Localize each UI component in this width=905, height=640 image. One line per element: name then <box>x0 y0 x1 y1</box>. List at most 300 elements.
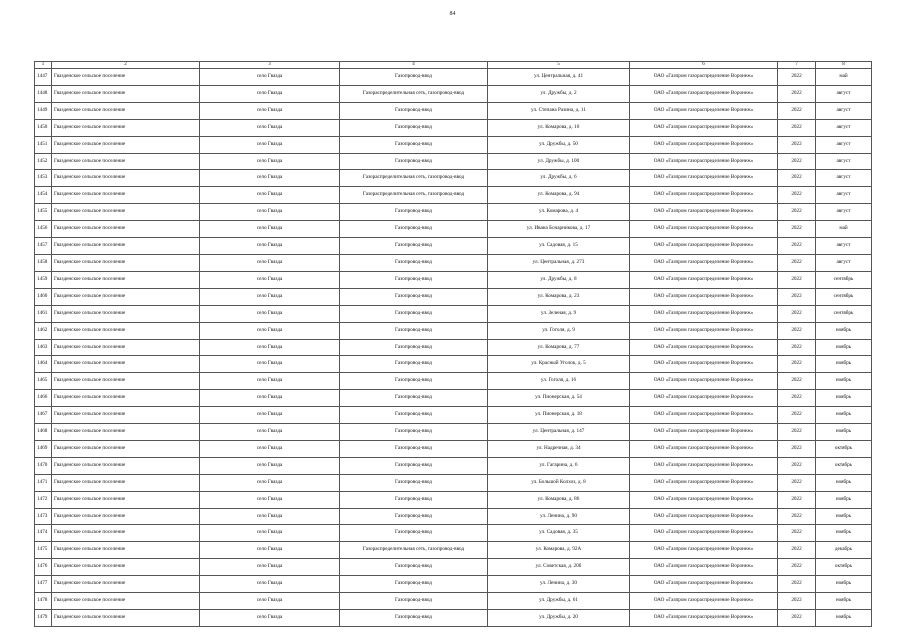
organization-cell: ОАО «Газпром газораспределение Воронеж» <box>630 474 778 491</box>
address-cell: ул. Центральная, д. 41 <box>488 69 630 86</box>
row-number-cell: 1463 <box>35 339 52 356</box>
locality-cell: село Гвазда <box>200 491 340 508</box>
organization-cell: ОАО «Газпром газораспределение Воронеж» <box>630 288 778 305</box>
locality-cell: село Гвазда <box>200 576 340 593</box>
year-cell: 2022 <box>778 204 816 221</box>
object-type-cell: Газораспределительная сеть, газопровод-ввод <box>340 187 488 204</box>
month-cell: ноябрь <box>816 407 872 424</box>
organization-cell: ОАО «Газпром газораспределение Воронеж» <box>630 322 778 339</box>
object-type-cell: Газопровод-ввод <box>340 254 488 271</box>
settlement-cell: Гвазденское сельское поселение <box>52 238 200 255</box>
month-cell: ноябрь <box>816 373 872 390</box>
object-type-cell: Газопровод-ввод <box>340 525 488 542</box>
object-type-cell: Газопровод-ввод <box>340 390 488 407</box>
locality-cell: село Гвазда <box>200 85 340 102</box>
year-cell: 2022 <box>778 102 816 119</box>
organization-cell: ОАО «Газпром газораспределение Воронеж» <box>630 305 778 322</box>
year-cell: 2022 <box>778 271 816 288</box>
table-row <box>35 559 872 576</box>
row-number-cell: 1455 <box>35 204 52 221</box>
settlement-cell: Гвазденское сельское поселение <box>52 424 200 441</box>
settlement-cell: Гвазденское сельское поселение <box>52 508 200 525</box>
locality-cell: село Гвазда <box>200 356 340 373</box>
organization-cell: ОАО «Газпром газораспределение Воронеж» <box>630 254 778 271</box>
address-cell: ул. Надречная, д. 34 <box>488 440 630 457</box>
organization-cell: ОАО «Газпром газораспределение Воронеж» <box>630 187 778 204</box>
locality-cell: село Гвазда <box>200 136 340 153</box>
year-cell: 2022 <box>778 136 816 153</box>
month-cell: август <box>816 136 872 153</box>
organization-cell: ОАО «Газпром газораспределение Воронеж» <box>630 85 778 102</box>
address-cell: ул. Пионерская, д. 54 <box>488 390 630 407</box>
year-cell: 2022 <box>778 457 816 474</box>
row-number-cell: 1465 <box>35 373 52 390</box>
organization-cell: ОАО «Газпром газораспределение Воронеж» <box>630 525 778 542</box>
locality-cell: село Гвазда <box>200 593 340 610</box>
row-number-cell: 1468 <box>35 424 52 441</box>
object-type-cell: Газопровод-ввод <box>340 288 488 305</box>
locality-cell: село Гвазда <box>200 322 340 339</box>
object-type-cell: Газопровод-ввод <box>340 221 488 238</box>
column-number-header-row <box>35 62 872 69</box>
year-cell: 2022 <box>778 170 816 187</box>
year-cell: 2022 <box>778 119 816 136</box>
month-cell: август <box>816 254 872 271</box>
year-cell: 2022 <box>778 474 816 491</box>
settlement-cell: Гвазденское сельское поселение <box>52 254 200 271</box>
row-number-cell: 1456 <box>35 221 52 238</box>
address-cell: ул. Пионерская, д. 18 <box>488 407 630 424</box>
address-cell: ул. Дружбы, д. 100 <box>488 153 630 170</box>
month-cell: август <box>816 102 872 119</box>
table-row <box>35 525 872 542</box>
object-type-cell: Газопровод-ввод <box>340 69 488 86</box>
address-cell: ул. Комарова, д. 77 <box>488 339 630 356</box>
row-number-cell: 1469 <box>35 440 52 457</box>
address-cell: ул. Красный Уголок, д. 5 <box>488 356 630 373</box>
row-number-cell: 1450 <box>35 119 52 136</box>
table-row <box>35 288 872 305</box>
object-type-cell: Газораспределительная сеть, газопровод-ввод <box>340 170 488 187</box>
object-type-cell: Газопровод-ввод <box>340 610 488 627</box>
address-cell: ул. Дружбы, д. 20 <box>488 610 630 627</box>
organization-cell: ОАО «Газпром газораспределение Воронеж» <box>630 373 778 390</box>
address-cell: ул. Степана Разина, д. 11 <box>488 102 630 119</box>
column-header: 4 <box>340 62 488 69</box>
locality-cell: село Гвазда <box>200 102 340 119</box>
object-type-cell: Газопровод-ввод <box>340 373 488 390</box>
year-cell: 2022 <box>778 407 816 424</box>
address-cell: ул. Комарова, д. 23 <box>488 288 630 305</box>
gas-pipeline-registry-table <box>34 61 872 627</box>
locality-cell: село Гвазда <box>200 559 340 576</box>
object-type-cell: Газопровод-ввод <box>340 102 488 119</box>
month-cell: октябрь <box>816 440 872 457</box>
row-number-cell: 1467 <box>35 407 52 424</box>
locality-cell: село Гвазда <box>200 457 340 474</box>
row-number-cell: 1476 <box>35 559 52 576</box>
object-type-cell: Газопровод-ввод <box>340 559 488 576</box>
table-row <box>35 593 872 610</box>
row-number-cell: 1464 <box>35 356 52 373</box>
column-header: 8 <box>816 62 872 69</box>
row-number-cell: 1474 <box>35 525 52 542</box>
month-cell: ноябрь <box>816 508 872 525</box>
settlement-cell: Гвазденское сельское поселение <box>52 457 200 474</box>
row-number-cell: 1459 <box>35 271 52 288</box>
table-row <box>35 373 872 390</box>
row-number-cell: 1466 <box>35 390 52 407</box>
row-number-cell: 1470 <box>35 457 52 474</box>
locality-cell: село Гвазда <box>200 69 340 86</box>
address-cell: ул. Центральная, д. 273 <box>488 254 630 271</box>
locality-cell: село Гвазда <box>200 440 340 457</box>
month-cell: сентябрь <box>816 288 872 305</box>
address-cell: ул. Дружбы, д. 2 <box>488 85 630 102</box>
month-cell: август <box>816 238 872 255</box>
column-header: 1 <box>35 62 52 69</box>
settlement-cell: Гвазденское сельское поселение <box>52 136 200 153</box>
row-number-cell: 1451 <box>35 136 52 153</box>
table-row <box>35 136 872 153</box>
table-row <box>35 85 872 102</box>
month-cell: декабрь <box>816 542 872 559</box>
object-type-cell: Газопровод-ввод <box>340 593 488 610</box>
row-number-cell: 1448 <box>35 85 52 102</box>
settlement-cell: Гвазденское сельское поселение <box>52 322 200 339</box>
month-cell: сентябрь <box>816 271 872 288</box>
locality-cell: село Гвазда <box>200 542 340 559</box>
table-row <box>35 576 872 593</box>
locality-cell: село Гвазда <box>200 305 340 322</box>
object-type-cell: Газораспределительная сеть, газопровод-ввод <box>340 542 488 559</box>
organization-cell: ОАО «Газпром газораспределение Воронеж» <box>630 542 778 559</box>
settlement-cell: Гвазденское сельское поселение <box>52 525 200 542</box>
object-type-cell: Газопровод-ввод <box>340 356 488 373</box>
address-cell: ул. Советская, д. 20б <box>488 559 630 576</box>
table-row <box>35 238 872 255</box>
row-number-cell: 1478 <box>35 593 52 610</box>
table-row <box>35 491 872 508</box>
locality-cell: село Гвазда <box>200 407 340 424</box>
organization-cell: ОАО «Газпром газораспределение Воронеж» <box>630 576 778 593</box>
row-number-cell: 1461 <box>35 305 52 322</box>
address-cell: ул. Большой Колхоз, д. 8 <box>488 474 630 491</box>
month-cell: май <box>816 221 872 238</box>
year-cell: 2022 <box>778 221 816 238</box>
row-number-cell: 1454 <box>35 187 52 204</box>
locality-cell: село Гвазда <box>200 508 340 525</box>
month-cell: август <box>816 85 872 102</box>
year-cell: 2022 <box>778 153 816 170</box>
organization-cell: ОАО «Газпром газораспределение Воронеж» <box>630 390 778 407</box>
locality-cell: село Гвазда <box>200 254 340 271</box>
settlement-cell: Гвазденское сельское поселение <box>52 221 200 238</box>
settlement-cell: Гвазденское сельское поселение <box>52 440 200 457</box>
settlement-cell: Гвазденское сельское поселение <box>52 339 200 356</box>
settlement-cell: Гвазденское сельское поселение <box>52 102 200 119</box>
settlement-cell: Гвазденское сельское поселение <box>52 204 200 221</box>
table-row <box>35 407 872 424</box>
object-type-cell: Газопровод-ввод <box>340 305 488 322</box>
organization-cell: ОАО «Газпром газораспределение Воронеж» <box>630 119 778 136</box>
address-cell: ул. Садовая, д. 35 <box>488 525 630 542</box>
object-type-cell: Газопровод-ввод <box>340 457 488 474</box>
object-type-cell: Газопровод-ввод <box>340 271 488 288</box>
address-cell: ул. Гоголя, д. 9 <box>488 322 630 339</box>
month-cell: ноябрь <box>816 474 872 491</box>
organization-cell: ОАО «Газпром газораспределение Воронеж» <box>630 69 778 86</box>
address-cell: ул. Гагарина, д. 6 <box>488 457 630 474</box>
year-cell: 2022 <box>778 339 816 356</box>
table-row <box>35 119 872 136</box>
year-cell: 2022 <box>778 576 816 593</box>
year-cell: 2022 <box>778 373 816 390</box>
table-body <box>35 69 872 627</box>
table-row <box>35 204 872 221</box>
organization-cell: ОАО «Газпром газораспределение Воронеж» <box>630 136 778 153</box>
column-header: 3 <box>200 62 340 69</box>
object-type-cell: Газопровод-ввод <box>340 119 488 136</box>
locality-cell: село Гвазда <box>200 390 340 407</box>
settlement-cell: Гвазденское сельское поселение <box>52 119 200 136</box>
month-cell: август <box>816 119 872 136</box>
address-cell: ул. Комарова, д. 86 <box>488 491 630 508</box>
address-cell: ул. Комарова, д. 94 <box>488 187 630 204</box>
organization-cell: ОАО «Газпром газораспределение Воронеж» <box>630 407 778 424</box>
table-row <box>35 322 872 339</box>
address-cell: ул. Садовая, д. 15 <box>488 238 630 255</box>
column-header: 7 <box>778 62 816 69</box>
year-cell: 2022 <box>778 424 816 441</box>
address-cell: ул. Дружбы, д. 61 <box>488 593 630 610</box>
object-type-cell: Газопровод-ввод <box>340 424 488 441</box>
settlement-cell: Гвазденское сельское поселение <box>52 593 200 610</box>
object-type-cell: Газопровод-ввод <box>340 508 488 525</box>
settlement-cell: Гвазденское сельское поселение <box>52 542 200 559</box>
month-cell: ноябрь <box>816 339 872 356</box>
locality-cell: село Гвазда <box>200 271 340 288</box>
settlement-cell: Гвазденское сельское поселение <box>52 390 200 407</box>
table-row <box>35 254 872 271</box>
organization-cell: ОАО «Газпром газораспределение Воронеж» <box>630 271 778 288</box>
year-cell: 2022 <box>778 254 816 271</box>
object-type-cell: Газопровод-ввод <box>340 576 488 593</box>
month-cell: ноябрь <box>816 593 872 610</box>
table-row <box>35 610 872 627</box>
settlement-cell: Гвазденское сельское поселение <box>52 85 200 102</box>
object-type-cell: Газопровод-ввод <box>340 474 488 491</box>
table-row <box>35 305 872 322</box>
month-cell: ноябрь <box>816 525 872 542</box>
locality-cell: село Гвазда <box>200 119 340 136</box>
settlement-cell: Гвазденское сельское поселение <box>52 170 200 187</box>
object-type-cell: Газопровод-ввод <box>340 440 488 457</box>
locality-cell: село Гвазда <box>200 170 340 187</box>
address-cell: ул. Ленина, д. 30 <box>488 576 630 593</box>
month-cell: октябрь <box>816 559 872 576</box>
month-cell: май <box>816 69 872 86</box>
row-number-cell: 1475 <box>35 542 52 559</box>
table-row <box>35 102 872 119</box>
year-cell: 2022 <box>778 508 816 525</box>
year-cell: 2022 <box>778 610 816 627</box>
month-cell: ноябрь <box>816 576 872 593</box>
month-cell: август <box>816 187 872 204</box>
month-cell: сентябрь <box>816 305 872 322</box>
object-type-cell: Газопровод-ввод <box>340 491 488 508</box>
column-header: 2 <box>52 62 200 69</box>
table-row <box>35 356 872 373</box>
month-cell: август <box>816 204 872 221</box>
table-row <box>35 170 872 187</box>
column-header: 6 <box>630 62 778 69</box>
year-cell: 2022 <box>778 288 816 305</box>
year-cell: 2022 <box>778 322 816 339</box>
address-cell: ул. Центральная, д. 147 <box>488 424 630 441</box>
organization-cell: ОАО «Газпром газораспределение Воронеж» <box>630 491 778 508</box>
object-type-cell: Газораспределительная сеть, газопровод-ввод <box>340 85 488 102</box>
object-type-cell: Газопровод-ввод <box>340 322 488 339</box>
row-number-cell: 1458 <box>35 254 52 271</box>
organization-cell: ОАО «Газпром газораспределение Воронеж» <box>630 356 778 373</box>
address-cell: ул. Комарова, д. 10 <box>488 119 630 136</box>
address-cell: ул. Ивана Бочарникова, д. 17 <box>488 221 630 238</box>
settlement-cell: Гвазденское сельское поселение <box>52 576 200 593</box>
year-cell: 2022 <box>778 491 816 508</box>
row-number-cell: 1471 <box>35 474 52 491</box>
settlement-cell: Гвазденское сельское поселение <box>52 356 200 373</box>
settlement-cell: Гвазденское сельское поселение <box>52 474 200 491</box>
address-cell: ул. Ленина, д. 90 <box>488 508 630 525</box>
table-row <box>35 474 872 491</box>
object-type-cell: Газопровод-ввод <box>340 204 488 221</box>
column-header: 5 <box>488 62 630 69</box>
settlement-cell: Гвазденское сельское поселение <box>52 491 200 508</box>
organization-cell: ОАО «Газпром газораспределение Воронеж» <box>630 170 778 187</box>
object-type-cell: Газопровод-ввод <box>340 136 488 153</box>
year-cell: 2022 <box>778 593 816 610</box>
month-cell: ноябрь <box>816 322 872 339</box>
organization-cell: ОАО «Газпром газораспределение Воронеж» <box>630 339 778 356</box>
year-cell: 2022 <box>778 390 816 407</box>
table-row <box>35 153 872 170</box>
locality-cell: село Гвазда <box>200 474 340 491</box>
row-number-cell: 1472 <box>35 491 52 508</box>
locality-cell: село Гвазда <box>200 424 340 441</box>
organization-cell: ОАО «Газпром газораспределение Воронеж» <box>630 440 778 457</box>
object-type-cell: Газопровод-ввод <box>340 238 488 255</box>
locality-cell: село Гвазда <box>200 339 340 356</box>
address-cell: ул. Дружбы, д. 6 <box>488 170 630 187</box>
year-cell: 2022 <box>778 440 816 457</box>
row-number-cell: 1457 <box>35 238 52 255</box>
table-row <box>35 339 872 356</box>
year-cell: 2022 <box>778 85 816 102</box>
locality-cell: село Гвазда <box>200 187 340 204</box>
year-cell: 2022 <box>778 238 816 255</box>
address-cell: ул. Комарова, д. 4 <box>488 204 630 221</box>
month-cell: ноябрь <box>816 390 872 407</box>
year-cell: 2022 <box>778 305 816 322</box>
organization-cell: ОАО «Газпром газораспределение Воронеж» <box>630 424 778 441</box>
locality-cell: село Гвазда <box>200 610 340 627</box>
settlement-cell: Гвазденское сельское поселение <box>52 271 200 288</box>
table-row <box>35 508 872 525</box>
table-row <box>35 271 872 288</box>
settlement-cell: Гвазденское сельское поселение <box>52 407 200 424</box>
object-type-cell: Газопровод-ввод <box>340 339 488 356</box>
month-cell: август <box>816 153 872 170</box>
year-cell: 2022 <box>778 559 816 576</box>
table-row <box>35 424 872 441</box>
month-cell: ноябрь <box>816 424 872 441</box>
object-type-cell: Газопровод-ввод <box>340 407 488 424</box>
row-number-cell: 1460 <box>35 288 52 305</box>
organization-cell: ОАО «Газпром газораспределение Воронеж» <box>630 204 778 221</box>
organization-cell: ОАО «Газпром газораспределение Воронеж» <box>630 508 778 525</box>
table-row <box>35 221 872 238</box>
address-cell: ул. Дружбы, д. 8 <box>488 271 630 288</box>
month-cell: октябрь <box>816 457 872 474</box>
locality-cell: село Гвазда <box>200 204 340 221</box>
table-row <box>35 457 872 474</box>
organization-cell: ОАО «Газпром газораспределение Воронеж» <box>630 102 778 119</box>
year-cell: 2022 <box>778 356 816 373</box>
row-number-cell: 1452 <box>35 153 52 170</box>
row-number-cell: 1449 <box>35 102 52 119</box>
row-number-cell: 1477 <box>35 576 52 593</box>
address-cell: ул. Зеленая, д. 9 <box>488 305 630 322</box>
organization-cell: ОАО «Газпром газораспределение Воронеж» <box>630 593 778 610</box>
row-number-cell: 1479 <box>35 610 52 627</box>
row-number-cell: 1473 <box>35 508 52 525</box>
organization-cell: ОАО «Газпром газораспределение Воронеж» <box>630 457 778 474</box>
settlement-cell: Гвазденское сельское поселение <box>52 153 200 170</box>
settlement-cell: Гвазденское сельское поселение <box>52 610 200 627</box>
page-number: 84 <box>449 11 456 17</box>
year-cell: 2022 <box>778 525 816 542</box>
locality-cell: село Гвазда <box>200 373 340 390</box>
month-cell: август <box>816 170 872 187</box>
table-row <box>35 187 872 204</box>
year-cell: 2022 <box>778 69 816 86</box>
locality-cell: село Гвазда <box>200 221 340 238</box>
locality-cell: село Гвазда <box>200 525 340 542</box>
settlement-cell: Гвазденское сельское поселение <box>52 305 200 322</box>
settlement-cell: Гвазденское сельское поселение <box>52 373 200 390</box>
organization-cell: ОАО «Газпром газораспределение Воронеж» <box>630 559 778 576</box>
organization-cell: ОАО «Газпром газораспределение Воронеж» <box>630 238 778 255</box>
table-row <box>35 440 872 457</box>
row-number-cell: 1453 <box>35 170 52 187</box>
organization-cell: ОАО «Газпром газораспределение Воронеж» <box>630 610 778 627</box>
row-number-cell: 1447 <box>35 69 52 86</box>
object-type-cell: Газопровод-ввод <box>340 153 488 170</box>
year-cell: 2022 <box>778 187 816 204</box>
year-cell: 2022 <box>778 542 816 559</box>
table-row <box>35 390 872 407</box>
table-row <box>35 542 872 559</box>
settlement-cell: Гвазденское сельское поселение <box>52 559 200 576</box>
locality-cell: село Гвазда <box>200 153 340 170</box>
locality-cell: село Гвазда <box>200 288 340 305</box>
address-cell: ул. Гоголя, д. 16 <box>488 373 630 390</box>
locality-cell: село Гвазда <box>200 238 340 255</box>
month-cell: ноябрь <box>816 610 872 627</box>
settlement-cell: Гвазденское сельское поселение <box>52 187 200 204</box>
month-cell: ноябрь <box>816 491 872 508</box>
